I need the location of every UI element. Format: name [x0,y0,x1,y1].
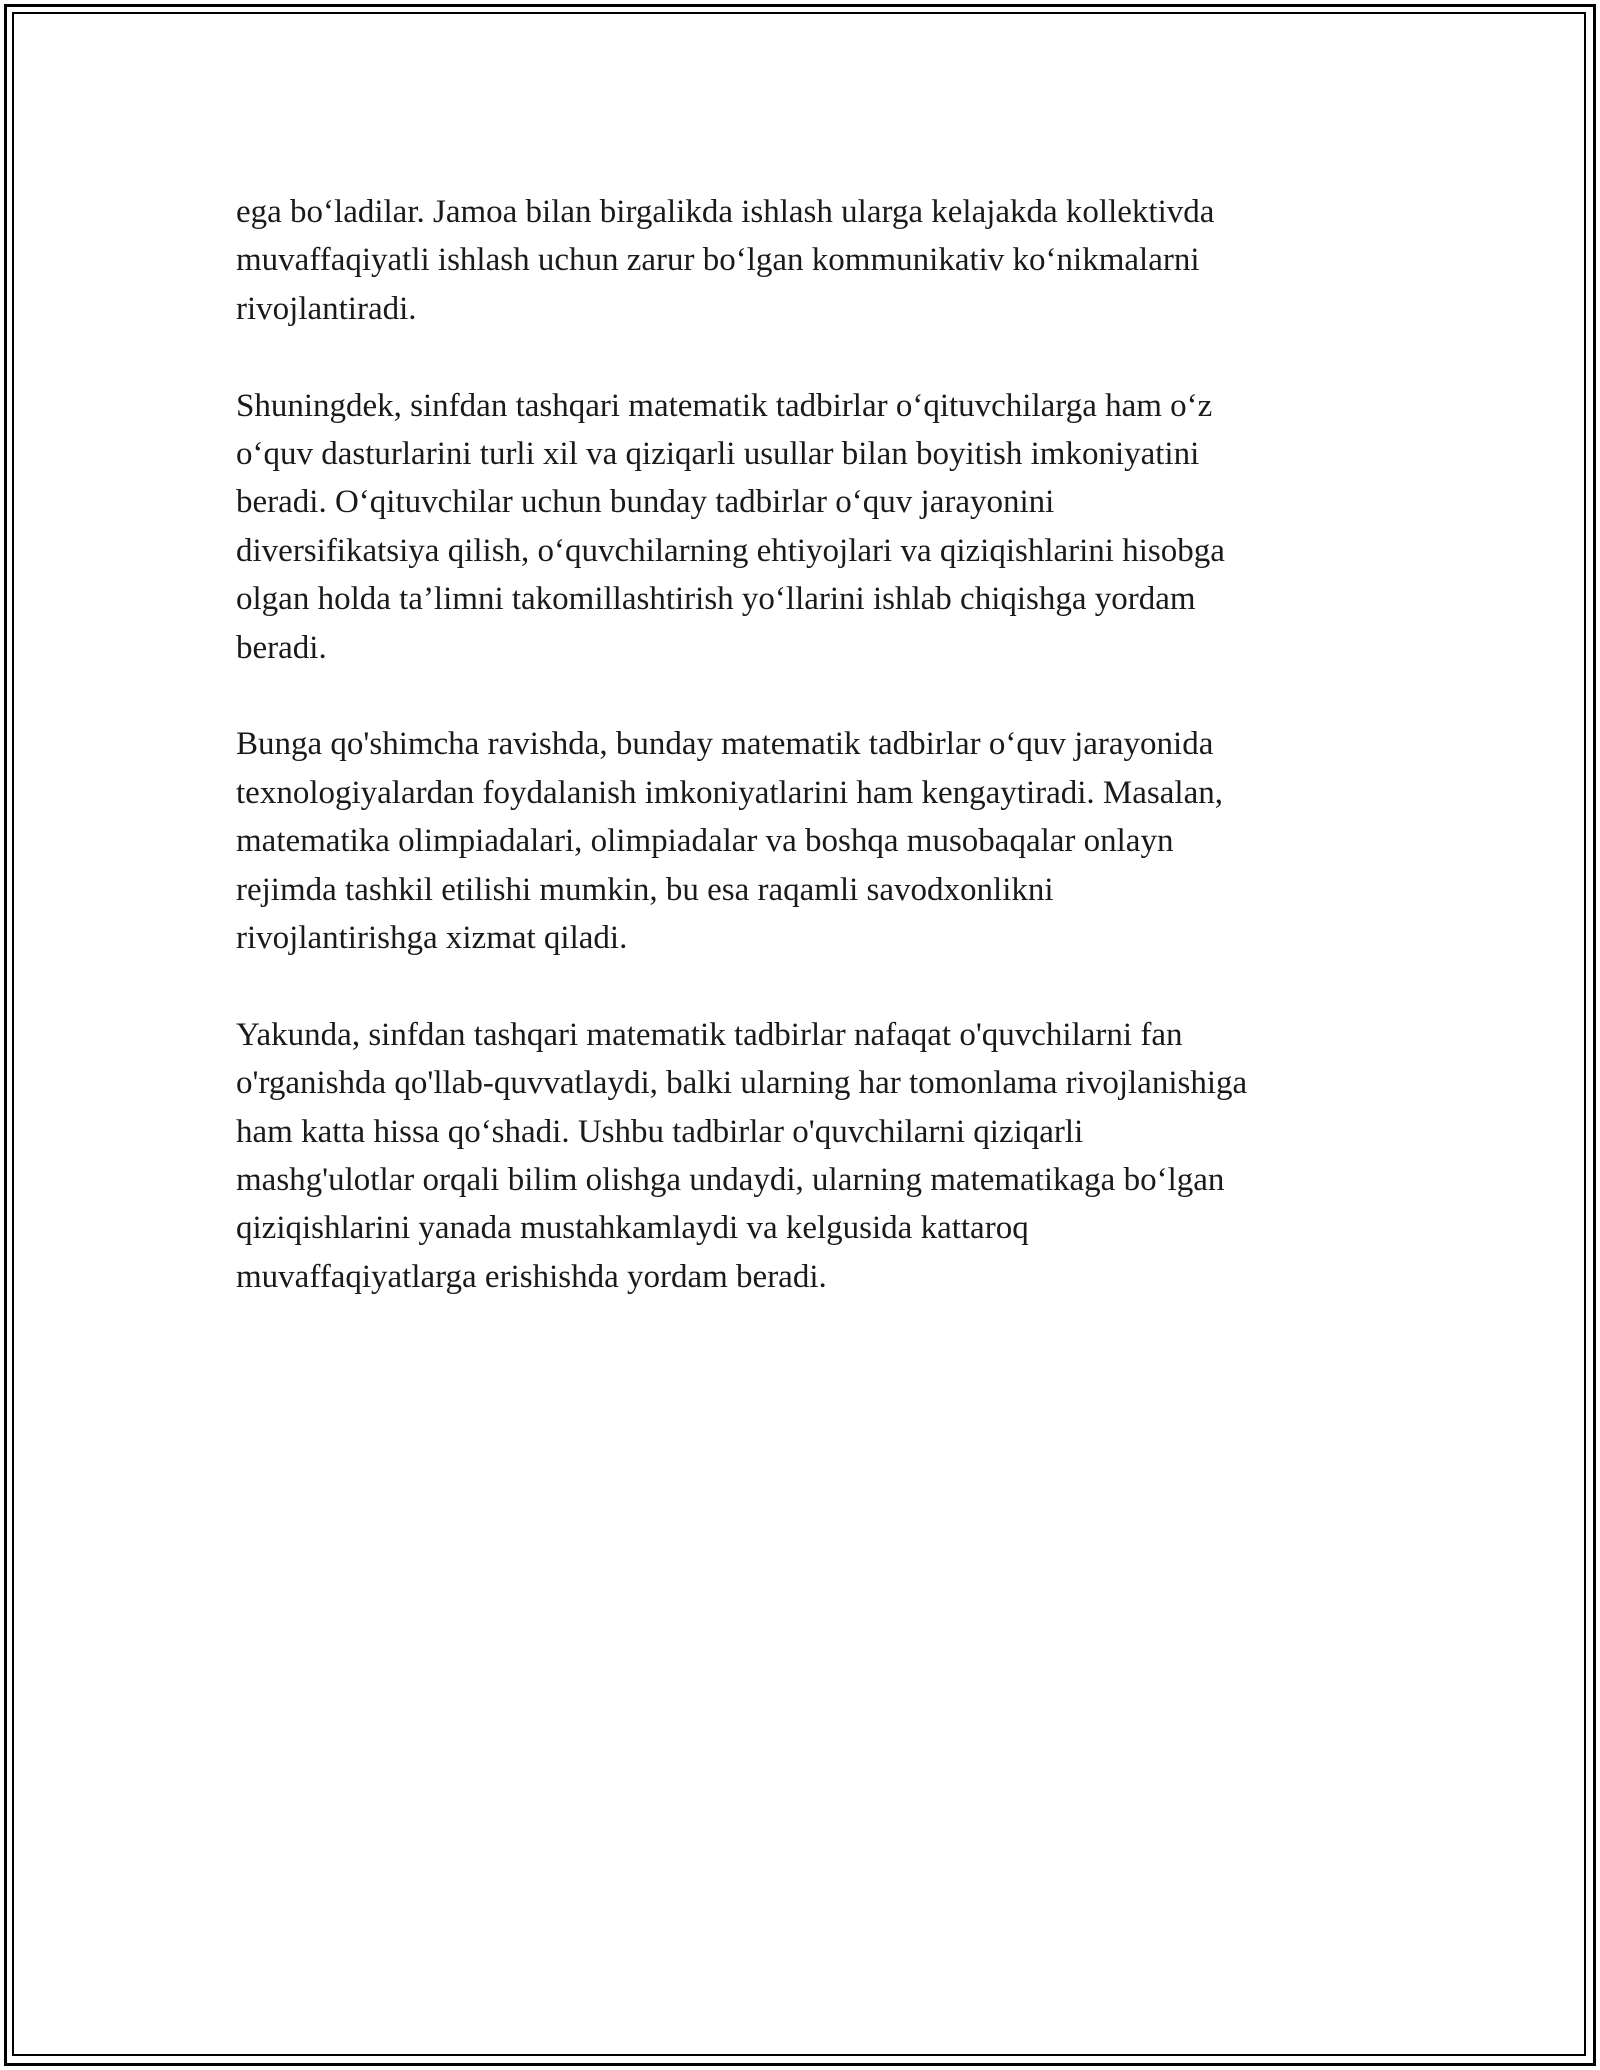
paragraph-3: Bunga qo'shimcha ravishda, bunday matematik tadbirlar o‘quv jarayonida texnologiyalardan foydalanish imkoniyatlarini ham kengaytiradi. Masalan, matematika olimpiadalari, olimpiadalar va boshqa musobaqalar onlayn rejimda tashkil etilishi mumkin, bu esa raqamli savodxonlikni rivojlantirishga xizmat qiladi. [236,726,1223,957]
paragraph-2: Shuningdek, sinfdan tashqari matematik tadbirlar o‘qituvchilarga ham o‘z o‘quv dasturlarini turli xil va qiziqarli usullar bilan boyitish imkoniyatini beradi. O‘qituvchilar uchun bunday tadbirlar o‘quv jarayonini diversifikatsiya qilish, o‘quvchilarning ehtiyojlari va qiziqishlarini hisobga olgan holda ta’limni takomillashtirish yo‘llarini ishlab chiqishga yordam beradi. [236,387,1225,666]
paragraph-1: ega bo‘ladilar. Jamoa bilan birgalikda ishlash ularga kelajakda kollektivda muvaffaqiyatli ishlash uchun zarur bo‘lgan kommunikativ ko‘nikmalarni rivojlantiradi. [236,194,1215,327]
document-body [236,188,1376,1350]
paragraph-4: Yakunda, sinfdan tashqari matematik tadbirlar nafaqat o'quvchilarni fan o'rganishda qo'llab-quvvatlaydi, balki ularning har tomonlama rivojlanishiga ham katta hissa qo‘shadi. Ushbu tadbirlar o'quvchilarni qiziqarli mashg'ulotlar orqali bilim olishga undaydi, ularning matematikaga bo‘lgan qiziqishlarini yanada mustahkamlaydi va kelgusida kattaroq muvaffaqiyatlarga erishishda yordam beradi. [236,1016,1248,1295]
